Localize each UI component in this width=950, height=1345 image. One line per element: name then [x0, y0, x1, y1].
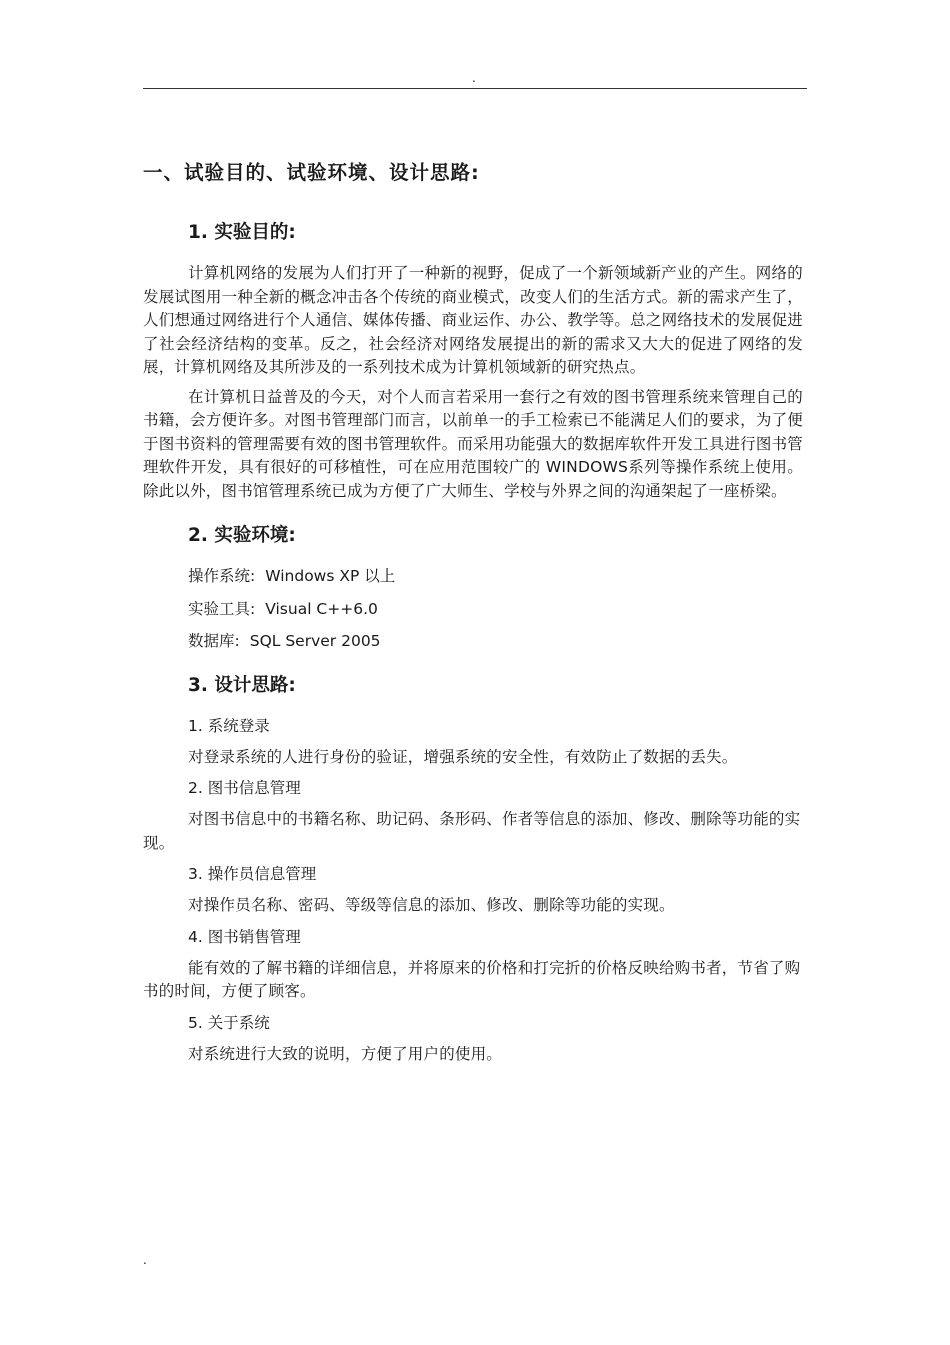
header-rule: [143, 88, 807, 89]
environment-label: 实验工具:: [188, 599, 256, 618]
design-item-title: 3. 操作员信息管理: [188, 865, 317, 883]
environment-os: [188, 565, 803, 588]
design-item-title: 5. 关于系统: [188, 1013, 270, 1032]
design-item-title: 4. 图书销售管理: [188, 927, 301, 946]
purpose-title: 1. 实验目的:: [188, 222, 296, 243]
purpose-paragraphs: [143, 262, 803, 503]
environment-database: [188, 630, 803, 653]
environment-value: Visual C++6.0: [265, 599, 378, 618]
purpose-paragraph: 计算机网络的发展为人们打开了一种新的视野，促成了一个新领域新产业的产生。网络的发展试图用一种全新的概念冲击各个传统的商业模式，改变人们的生活方式。新的需求产生了，人们想通过网络进行个人通信、媒体传播、商业运作、办公、教学等。总之网络技术的发展促进了社会经济结构的变革。反之，社会经济对网络发展提出的新的需求又大大的促进了网络的发展，计算机网络及其所涉及的一系列技术成为计算机领域新的研究热点。: [143, 264, 803, 376]
design-item-desc: 对图书信息中的书籍名称、助记码、条形码、作者等信息的添加、修改、删除等功能的实现。: [143, 810, 801, 852]
document-body: [143, 158, 803, 1074]
design-title: 3. 设计思路:: [188, 674, 296, 696]
design-item-desc: 对系统进行大致的说明，方便了用户的使用。: [188, 1044, 503, 1063]
header-mark: .: [472, 71, 476, 85]
design-item-desc: 对登录系统的人进行身份的验证，增强系统的安全性，有效防止了数据的丢失。: [188, 747, 738, 766]
design-item-title: 2. 图书信息管理: [188, 779, 301, 797]
environment-title: 2. 实验环境:: [188, 525, 296, 546]
design-item-desc: 能有效的了解书籍的详细信息，并将原来的价格和打完折的价格反映给购书者，节省了购书的时间，方便了顾客。: [143, 958, 801, 1000]
environment-label: 操作系统:: [188, 567, 256, 585]
environment-value: Windows XP 以上: [265, 567, 396, 585]
environment-value: SQL Server 2005: [249, 632, 381, 650]
environment-tool: [188, 598, 803, 621]
environment-label: 数据库:: [188, 632, 240, 650]
footer-mark: .: [143, 1253, 147, 1267]
design-item-desc: 对操作员名称、密码、等级等信息的添加、修改、删除等功能的实现。: [188, 896, 675, 914]
design-item-title: 1. 系统登录: [188, 716, 270, 735]
purpose-paragraph: 在计算机日益普及的今天，对个人而言若采用一套行之有效的图书管理系统来管理自己的书籍，会方便许多。对图书管理部门而言，以前单一的手工检索已不能满足人们的要求，为了便于图书资料的管理需要有效的图书管理软件。而采用功能强大的数据库软件开发工具进行图书管理软件开发，具有很好的可移植性，可在应用范围较广的 WINDOWS系列等操作系统上使用。除此以外，图书馆管理系统已成为方便了广大师生、学校与外界之间的沟通架起了一座桥梁。: [143, 387, 803, 500]
section-title: 一、试验目的、试验环境、设计思路:: [143, 161, 480, 184]
